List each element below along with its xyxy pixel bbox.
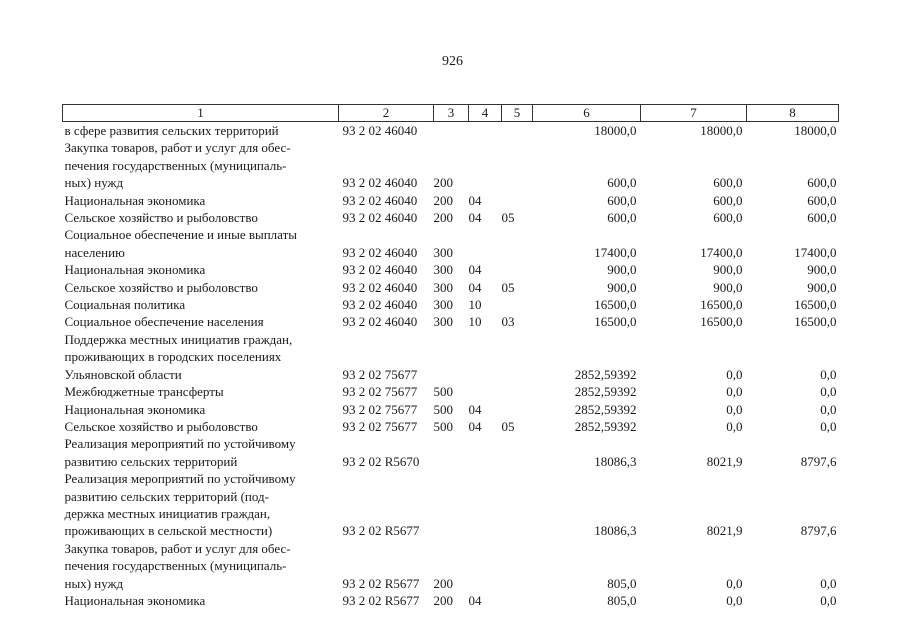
row-year3-amount: 16500,0: [794, 314, 837, 330]
row-csr: 93 2 02 46040: [342, 175, 418, 191]
row-year1-amount: 2852,59392: [574, 418, 637, 434]
row-name-line: развитию сельских территорий: [64, 453, 238, 469]
row-pr: [502, 401, 533, 418]
row-vr: 500: [433, 418, 453, 434]
row-pr: [502, 261, 533, 278]
table-row: [63, 435, 839, 470]
table-row: [63, 192, 839, 209]
row-vr: 500: [433, 384, 453, 400]
row-rz: 04: [468, 592, 482, 608]
row-csr: 93 2 02 75677: [342, 384, 418, 400]
row-csr: 93 2 02 75677: [342, 366, 418, 382]
row-name-line: населению: [64, 244, 125, 260]
row-pr: 05: [501, 279, 515, 295]
row-name: [63, 139, 339, 191]
row-name-line: печения государственных (муниципаль-: [64, 157, 287, 173]
row-year2-amount: 0,0: [726, 575, 743, 591]
row-csr: 93 2 02 46040: [342, 297, 418, 313]
row-csr: 93 2 02 46040: [342, 244, 418, 260]
row-year1-amount: 18086,3: [594, 523, 637, 539]
row-year3-amount: 17400,0: [794, 244, 837, 260]
table-row: [63, 261, 839, 278]
row-rz: [469, 139, 502, 191]
row-year1-amount: 2852,59392: [574, 401, 637, 417]
row-year3-amount: 0,0: [820, 592, 837, 608]
row-year1-amount: 600,0: [607, 192, 637, 208]
row-rz: 04: [468, 418, 482, 434]
row-name: [63, 435, 339, 470]
row-year1-amount: 2852,59392: [574, 366, 637, 382]
table-row: [63, 540, 839, 592]
row-year2-amount: 900,0: [713, 279, 743, 295]
row-year2-amount: 600,0: [713, 192, 743, 208]
table-row: [63, 279, 839, 296]
row-year1-amount: 18000,0: [594, 123, 637, 138]
row-year3-amount: 600,0: [807, 175, 837, 191]
table-header-row: [63, 105, 839, 122]
row-name-line: Сельское хозяйство и рыболовство: [64, 418, 258, 434]
row-year3-amount: 8797,6: [800, 523, 837, 539]
row-year1-amount: 805,0: [607, 575, 637, 591]
row-name-line: Ульяновской области: [64, 366, 182, 382]
row-year1-amount: 17400,0: [594, 244, 637, 260]
row-name-line: Закупка товаров, работ и услуг для обес-: [64, 540, 291, 556]
row-name-line: проживающих в сельской местности): [64, 523, 273, 539]
row-csr: 93 2 02 R5670: [342, 453, 420, 469]
row-name: [63, 401, 339, 418]
header-col-csr: 2: [339, 105, 434, 122]
row-pr: [502, 592, 533, 609]
row-pr: [502, 435, 533, 470]
row-name-line: Межбюджетные трансферты: [64, 384, 224, 400]
row-vr: 500: [433, 401, 453, 417]
row-year1-amount: 18086,3: [594, 453, 637, 469]
row-rz: 04: [468, 279, 482, 295]
row-rz: [469, 383, 502, 400]
row-pr: 05: [501, 210, 515, 226]
row-year1-amount: 900,0: [607, 262, 637, 278]
row-name-line: Национальная экономика: [64, 401, 206, 417]
row-rz: [469, 540, 502, 592]
header-col-year1: 6: [533, 105, 641, 122]
row-pr: [502, 122, 533, 140]
row-name: [63, 261, 339, 278]
table-row: [63, 226, 839, 261]
row-year2-amount: 0,0: [726, 384, 743, 400]
row-pr: [502, 331, 533, 383]
table-row: [63, 401, 839, 418]
row-year2-amount: 900,0: [713, 262, 743, 278]
row-name: [63, 296, 339, 313]
row-name-line: Реализация мероприятий по устойчивому: [64, 436, 296, 452]
row-year1-amount: 600,0: [607, 175, 637, 191]
row-name-line: Национальная экономика: [64, 192, 206, 208]
row-name-line: Национальная экономика: [64, 592, 206, 608]
row-name: [63, 313, 339, 330]
table-row: [63, 470, 839, 540]
row-name-line: Национальная экономика: [64, 262, 206, 278]
row-year2-amount: 8021,9: [706, 453, 743, 469]
budget-table: [62, 104, 839, 609]
row-rz: [469, 331, 502, 383]
row-name: [63, 122, 339, 140]
row-year2-amount: 0,0: [726, 592, 743, 608]
row-rz: 10: [468, 297, 482, 313]
row-name-line: Социальная политика: [64, 297, 186, 313]
table-row: [63, 139, 839, 191]
row-year2-amount: 0,0: [726, 366, 743, 382]
table-row: [63, 418, 839, 435]
row-vr: [434, 435, 469, 470]
row-name: [63, 192, 339, 209]
row-pr: [502, 192, 533, 209]
header-col-rz: 4: [469, 105, 502, 122]
row-year3-amount: 0,0: [820, 384, 837, 400]
row-name-line: Реализация мероприятий по устойчивому: [64, 471, 296, 487]
row-name: [63, 592, 339, 609]
row-year3-amount: 0,0: [820, 575, 837, 591]
row-vr: 200: [433, 592, 453, 608]
header-col-vr: 3: [434, 105, 469, 122]
row-pr: 03: [501, 314, 515, 330]
row-rz: 04: [468, 262, 482, 278]
row-year1-amount: 16500,0: [594, 297, 637, 313]
row-year2-amount: 600,0: [713, 210, 743, 226]
row-name-line: Социальное обеспечение и иные выплаты: [64, 227, 298, 243]
row-vr: 200: [433, 210, 453, 226]
row-year3-amount: 900,0: [807, 262, 837, 278]
row-name-line: Социальное обеспечение населения: [64, 314, 264, 330]
row-name-line: держка местных инициатив граждан,: [64, 505, 271, 521]
row-year3-amount: 900,0: [807, 279, 837, 295]
row-vr: 200: [433, 192, 453, 208]
row-pr: [502, 383, 533, 400]
row-year1-amount: 900,0: [607, 279, 637, 295]
row-csr: 93 2 02 R5677: [342, 523, 420, 539]
row-name: [63, 470, 339, 540]
row-pr: [502, 296, 533, 313]
row-vr: 300: [433, 262, 453, 278]
table-body: [63, 122, 839, 610]
row-rz: 10: [468, 314, 482, 330]
row-year3-amount: 0,0: [820, 366, 837, 382]
row-name-line: Поддержка местных инициатив граждан,: [64, 331, 293, 347]
row-vr: 300: [433, 279, 453, 295]
row-year2-amount: 16500,0: [700, 297, 743, 313]
row-rz: 04: [468, 401, 482, 417]
row-rz: [469, 435, 502, 470]
row-csr: 93 2 02 75677: [342, 418, 418, 434]
row-vr: 300: [433, 314, 453, 330]
row-vr: [434, 122, 469, 140]
row-csr: 93 2 02 R5677: [342, 575, 420, 591]
row-name-line: печения государственных (муниципаль-: [64, 558, 287, 574]
row-year2-amount: 18000,0: [700, 123, 743, 138]
row-name-line: проживающих в городских поселениях: [64, 349, 282, 365]
row-vr: 200: [433, 175, 453, 191]
row-name: [63, 331, 339, 383]
row-csr: 93 2 02 46040: [342, 314, 418, 330]
row-year3-amount: 0,0: [820, 401, 837, 417]
row-name: [63, 383, 339, 400]
row-pr: [502, 540, 533, 592]
row-year2-amount: 600,0: [713, 175, 743, 191]
row-csr: 93 2 02 46040: [342, 192, 418, 208]
row-name-line: Закупка товаров, работ и услуг для обес-: [64, 140, 291, 156]
header-col-pr: 5: [502, 105, 533, 122]
row-csr: 93 2 02 R5677: [342, 592, 420, 608]
header-col-year2: 7: [641, 105, 747, 122]
row-pr: 05: [501, 418, 515, 434]
row-csr: 93 2 02 46040: [342, 123, 418, 138]
row-year3-amount: 600,0: [807, 192, 837, 208]
row-year3-amount: 0,0: [820, 418, 837, 434]
row-pr: [502, 139, 533, 191]
row-csr: 93 2 02 46040: [342, 262, 418, 278]
row-year3-amount: 8797,6: [800, 453, 837, 469]
row-vr: 200: [433, 575, 453, 591]
row-name-line: Сельское хозяйство и рыболовство: [64, 279, 258, 295]
row-csr: 93 2 02 46040: [342, 279, 418, 295]
row-year2-amount: 17400,0: [700, 244, 743, 260]
row-csr: 93 2 02 46040: [342, 210, 418, 226]
row-year3-amount: 18000,0: [794, 123, 837, 138]
row-pr: [502, 470, 533, 540]
table-row: [63, 592, 839, 609]
table-row: [63, 331, 839, 383]
row-year3-amount: 16500,0: [794, 297, 837, 313]
table-row: [63, 296, 839, 313]
row-name: [63, 226, 339, 261]
row-year2-amount: 0,0: [726, 418, 743, 434]
table-row: [63, 209, 839, 226]
row-rz: [469, 470, 502, 540]
row-rz: 04: [468, 192, 482, 208]
row-vr: [434, 331, 469, 383]
row-year1-amount: 600,0: [607, 210, 637, 226]
header-col-year3: 8: [747, 105, 839, 122]
row-name: [63, 418, 339, 435]
page-number: 926: [442, 54, 463, 69]
row-rz: [469, 226, 502, 261]
row-name-line: ных) нужд: [64, 575, 124, 591]
row-csr: 93 2 02 75677: [342, 401, 418, 417]
row-year1-amount: 805,0: [607, 592, 637, 608]
row-name: [63, 209, 339, 226]
row-rz: [469, 122, 502, 140]
row-year2-amount: 16500,0: [700, 314, 743, 330]
header-col-name: 1: [63, 105, 339, 122]
table-row: [63, 383, 839, 400]
row-year3-amount: 600,0: [807, 210, 837, 226]
table-row: [63, 122, 839, 140]
row-year2-amount: 8021,9: [706, 523, 743, 539]
row-name-line: Сельское хозяйство и рыболовство: [64, 210, 258, 226]
row-year2-amount: 0,0: [726, 401, 743, 417]
row-name: [63, 540, 339, 592]
row-name-line: в сфере развития сельских территорий: [64, 123, 279, 138]
row-name-line: развитию сельских территорий (под-: [64, 488, 269, 504]
row-pr: [502, 226, 533, 261]
row-vr: 300: [433, 244, 453, 260]
row-vr: [434, 470, 469, 540]
table-row: [63, 313, 839, 330]
row-name: [63, 279, 339, 296]
row-vr: 300: [433, 297, 453, 313]
row-year1-amount: 2852,59392: [574, 384, 637, 400]
row-year1-amount: 16500,0: [594, 314, 637, 330]
row-rz: 04: [468, 210, 482, 226]
row-name-line: ных) нужд: [64, 175, 124, 191]
